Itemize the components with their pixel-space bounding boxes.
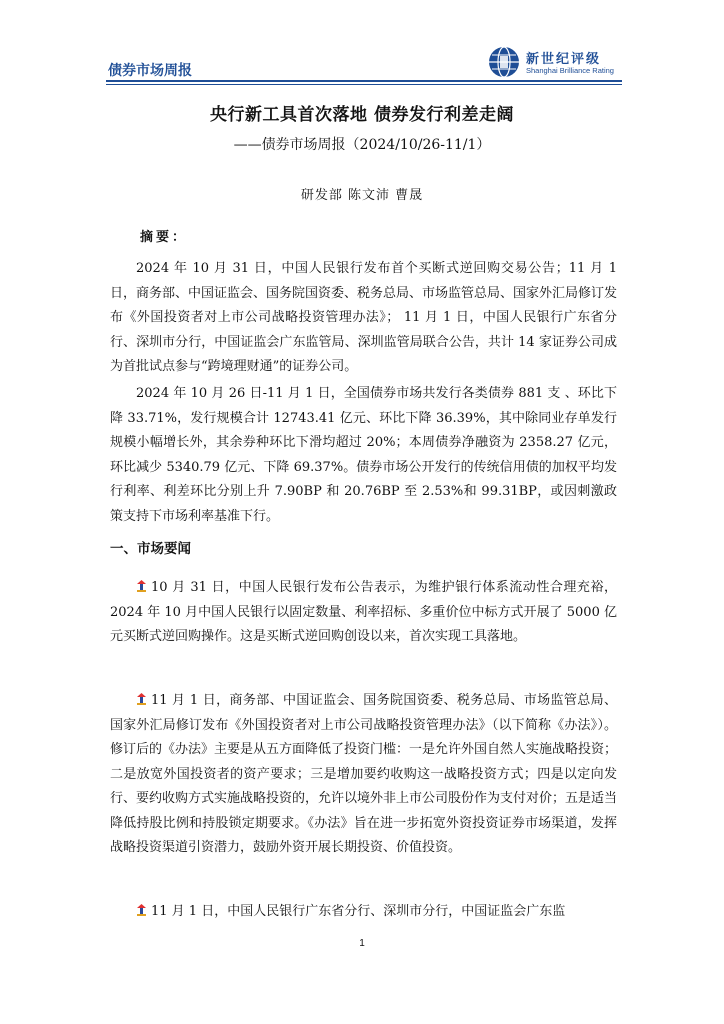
header-divider-thin	[106, 84, 622, 85]
page-title: 央行新工具首次落地 债券发行利差走阔	[210, 105, 514, 125]
logo-english-name: Shanghai Brilliance Rating	[526, 66, 614, 75]
news-item-text: 11 月 1 日，中国人民银行广东省分行、深圳市分行，中国证监会广东监	[151, 904, 566, 919]
abstract-paragraph-2: 2024 年 10 月 26 日-11 月 1 日，全国债券市场共发行各类债券 881 支 、环比下降 33.71%，发行规模合计 12743.41 亿元、环比下降 36.39%，其中除同业存单发行规模小幅增长外，其余券种环比下滑均超过 20%；本周债券净融资为 2358.27 亿元，环比减少 5340.79 亿元、下降 69.37%。债券市场公开发行的传统信用债的加权平均发行利率、利差环比分别上升 7.90BP 和 20.76BP 至 2.53%和 99.31BP，或因刺激政策支持下市场利率基准下行。	[110, 386, 617, 524]
bullet-arrow-icon	[136, 901, 147, 913]
news-item	[110, 900, 617, 925]
abstract-label: 摘要：	[140, 230, 189, 245]
bullet-arrow-icon	[136, 690, 147, 702]
page-subtitle: ——债券市场周报（2024/10/26-11/1）	[233, 137, 491, 153]
news-item	[110, 576, 617, 650]
brand-logo	[488, 46, 658, 80]
globe-icon	[488, 46, 520, 78]
news-item-text: 11 月 1 日，商务部、中国证监会、国务院国资委、税务总局、市场监管总局、国家外汇局修订发布《外国投资者对上市公司战略投资管理办法》（以下简称《办法》）。修订后的《办法》主要是从五方面降低了投资门槛：一是允许外国自然人实施战略投资；二是放宽外国投资者的资产要求；三是增加要约收购这一战略投资方式；四是以定向发行、要约收购方式实施战略投资的，允许以境外非上市公司股份作为支付对价；五是适当降低持股比例和持股锁定期要求。《办法》旨在进一步拓宽外资投资证券市场渠道，发挥战略投资渠道引资潜力，鼓励外资开展长期投资、价值投资。	[110, 693, 618, 855]
news-item	[110, 689, 617, 861]
header-divider	[106, 80, 622, 82]
authors-line: 研发部 陈文沛 曹晟	[300, 188, 424, 203]
header-section-title: 债券市场周报	[108, 63, 192, 79]
bullet-arrow-icon	[136, 577, 147, 589]
page-number: 1	[359, 938, 365, 949]
logo-chinese-name: 新世纪评级	[526, 52, 602, 67]
section-heading-market-news: 一、市场要闻	[110, 541, 191, 557]
news-item-text: 10 月 31 日，中国人民银行发布公告表示，为维护银行体系流动性合理充裕，2024 年 10 月中国人民银行以固定数量、利率招标、多重价位中标方式开展了 5000 亿元买断式逆回购操作。这是买断式逆回购创设以来，首次实现工具落地。	[110, 580, 617, 644]
abstract-paragraph-1: 2024 年 10 月 31 日，中国人民银行发布首个买断式逆回购交易公告；11 月 1 日，商务部、中国证监会、国务院国资委、税务总局、市场监管总局、国家外汇局修订发布《外国投资者对上市公司战略投资管理办法》； 11 月 1 日，中国人民银行广东省分行、深圳市分行，中国证监会广东监管局、深圳监管局联合公告，共计 14 家证券公司成为首批试点参与“跨境理财通”的证券公司。	[110, 261, 618, 374]
